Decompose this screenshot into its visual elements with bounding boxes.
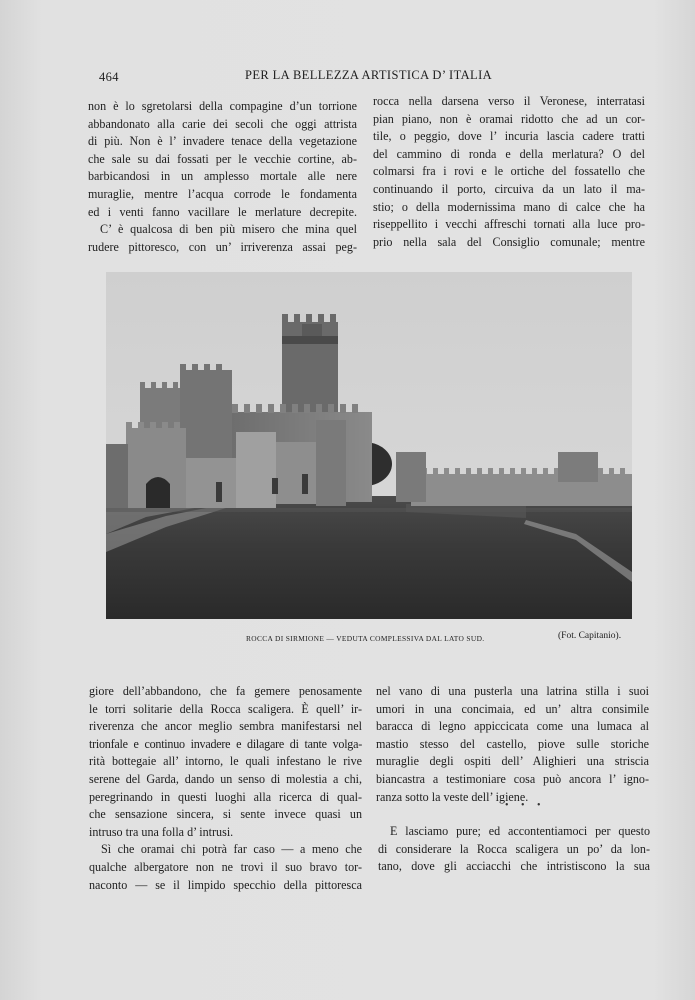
text-line: che sale su dai fossati per le vecchie cortine, ab-	[88, 151, 357, 166]
column-bottom-left	[89, 683, 362, 894]
text-line: di considerare la Rocca scaligera un po’ da lon-	[378, 841, 650, 856]
column-bottom-right	[376, 683, 649, 806]
text-line: peregrinando in questi luoghi alla ricerca di qual-	[89, 789, 362, 804]
text-line: rocca nella darsena verso il Veronese, interratasi	[373, 94, 645, 108]
running-head	[0, 68, 695, 86]
text-line: giore dell’abbandono, che fa gemere penosamente	[89, 684, 362, 698]
text-line: barbicandosi in un amplesso mortale alle nere	[88, 169, 357, 184]
text-line: colmarsi fra i rovi e le ortiche del fossatello che	[373, 164, 645, 179]
column-bottom-right-continued	[378, 823, 650, 876]
text-line: non è lo sgretolarsi della compagine d’un torrione	[88, 99, 357, 113]
text-line: riverenza che ancor meglio sembra manifestarsi nel	[89, 719, 362, 734]
text-line: muraglie, mentre l’acqua corrode le fondamenta	[88, 186, 357, 201]
text-line: Sì che oramai chi potrà far caso — a meno che	[101, 842, 362, 857]
text-line: intruso tra una folla d’ intrusi.	[89, 824, 234, 839]
text-line: muraglie degli ospiti dell’ Alighieri una striscia	[376, 754, 649, 769]
text-line: serene del Garda, dando un senso di molestia a chi,	[89, 771, 362, 786]
text-line: baracca di legno appiccicata come una lumaca al	[376, 719, 649, 734]
text-line: umori in una concimaia, ed un’ altra consimile	[376, 701, 649, 716]
text-line: naconto — se il limpido specchio della pittoresca	[89, 877, 362, 892]
text-line: continuando il porto, circuiva da un lato il ma-	[373, 181, 645, 196]
text-line: rudere pittoresco, con un’ irriverenza assai peg-	[88, 239, 357, 254]
section-ornament: • • •	[505, 800, 546, 811]
text-line: nel vano di una pusterla una latrina stilla i suoi	[376, 684, 649, 698]
text-line: abbandonato alla carie dei secoli che oggi attrista	[88, 116, 357, 131]
text-line: qualche albergatore non ne trovi il suo bravo tor-	[89, 859, 362, 874]
text-line: stio; o della modernissima mano di calce che ha	[373, 199, 645, 214]
text-line: di più. Non è l’ invadere tenace della vegetazione	[88, 134, 357, 149]
page-number: 464	[99, 70, 119, 84]
text-line: ed i venti fanno vacillare le merlature decrepite.	[88, 204, 357, 219]
figure-credit: (Fot. Capitanio).	[558, 631, 622, 641]
running-title: PER LA BELLEZZA ARTISTICA D’ ITALIA	[245, 68, 493, 82]
text-line: prio nella sala del Consiglio comunale; mentre	[373, 234, 645, 249]
text-line: tile, o peggio, dove l’ incuria lascia cadere tratti	[373, 129, 645, 144]
text-line: C’ è qualcosa di ben più misero che mina quel	[100, 222, 357, 237]
text-line: ranza sotto la veste dell’ igiene.	[376, 789, 529, 804]
column-top-left	[88, 98, 357, 256]
column-top-right	[373, 93, 645, 251]
figure-caption: ROCCA DI SIRMIONE — VEDUTA COMPLESSIVA DAL LATO SUD.	[246, 634, 485, 643]
text-line: biancastra a testimoniare cosa può ancora l’ igno-	[376, 771, 649, 786]
text-line: E lasciamo pure; ed accontentiamoci per questo	[390, 824, 650, 838]
text-line: tano, dove gli acciacchi che intristiscono la sua	[378, 859, 650, 874]
text-line: le torri solitarie della Rocca scaligera. È quell’ ir-	[89, 701, 362, 716]
text-line: mastio stesso del castello, piove sulle storiche	[376, 736, 649, 751]
castle-photograph	[106, 272, 632, 619]
text-line: pian piano, non è oramai ridotto che ad un cor-	[373, 111, 645, 126]
text-line: trionfale e continuo invadere e dilagare di tante volga-	[89, 736, 362, 751]
text-line: riseppellito i vecchi affreschi tornati alla luce pro-	[373, 217, 645, 232]
text-line: rità bottegaie all’ intorno, le quali infestano le rive	[89, 754, 362, 769]
text-line: che sensazione sincera, si sente invece quasi un	[89, 807, 362, 822]
text-line: del cammino di ronda e della merlatura? O del	[373, 146, 645, 161]
